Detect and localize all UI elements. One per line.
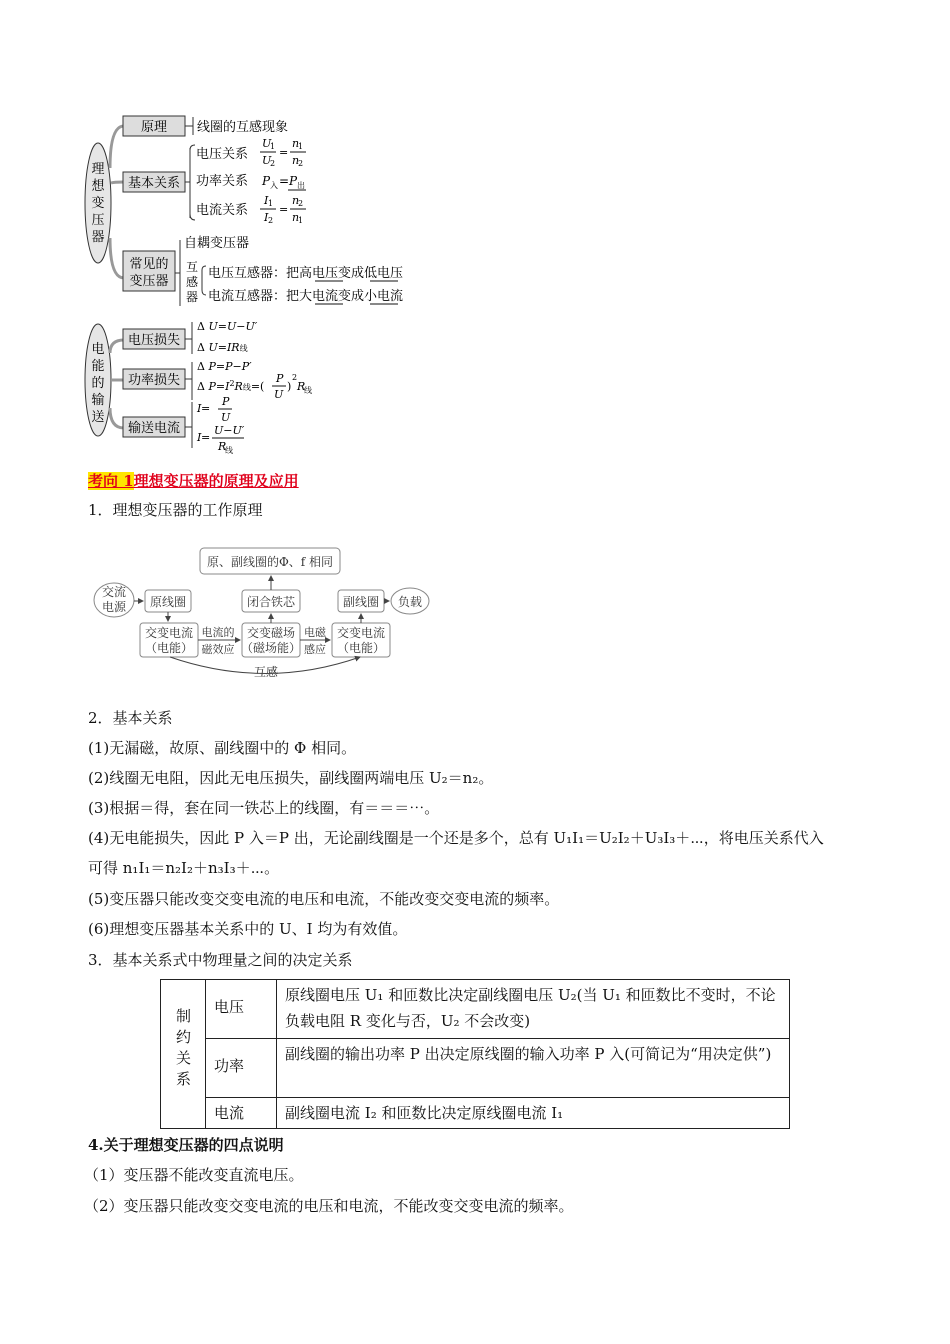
mutual-label: 互感 <box>253 665 279 679</box>
svg-text:出: 出 <box>297 181 305 190</box>
section-title: 理想变压器的原理及应用 <box>133 472 299 490</box>
current-formula <box>260 194 306 225</box>
svg-text:I: I <box>197 431 202 444</box>
magnetic-field-line1: 交变磁场 <box>246 626 296 640</box>
svg-text:想: 想 <box>91 179 105 194</box>
table-key: 功率 <box>206 1039 277 1098</box>
svg-text:U: U <box>274 388 284 401</box>
instrument-transformer: 互感器 <box>185 260 199 304</box>
power-loss-label: 功率损失 <box>127 373 181 388</box>
svg-text:R: R <box>297 380 306 393</box>
current-transformer: 电流互感器：把大电流变成小电流 <box>208 289 404 304</box>
svg-text:n: n <box>292 137 300 150</box>
svg-text:I: I <box>264 211 269 224</box>
svg-text:能: 能 <box>91 359 105 374</box>
item2-line: (6)理想变压器基本关系中的 U、I 均为有效值。 <box>88 920 408 938</box>
table-value: 副线圈电流 I₂ 和匝数比决定原线圈电流 I₁ <box>277 1098 790 1129</box>
item2-title: 2．基本关系 <box>88 709 173 727</box>
svg-text:2: 2 <box>268 216 274 225</box>
common-label: 常见的变压器 <box>129 257 169 289</box>
svg-text:2: 2 <box>298 159 304 168</box>
section-tag: 考向 1 <box>88 472 134 490</box>
transmission-current-label: 输送电流 <box>127 421 181 436</box>
ac-current-2-line2: （电能） <box>336 641 386 655</box>
table-value: 副线圈的输出功率 P 出决定原线圈的输入功率 P 入(可简记为“用决定供”) <box>277 1039 790 1098</box>
iron-core: 闭合铁芯 <box>246 595 296 609</box>
table-key: 电压 <box>206 980 277 1039</box>
svg-text:理: 理 <box>91 162 105 177</box>
item2-line: 可得 n₁I₁＝n₂I₂＋n₃I₃＋⋯。 <box>88 859 280 877</box>
svg-text:1: 1 <box>298 142 304 151</box>
table-value: 原线圈电压 U₁ 和匝数比决定副线圈电压 U₂(当 U₁ 和匝数比不变时，不论负载电阻 R 变化与否，U₂ 不会改变) <box>277 980 790 1039</box>
ac-current-1-line2: （电能） <box>144 641 194 655</box>
svg-text:线: 线 <box>225 446 233 455</box>
item4-line: （2）变压器只能改变交变电流的电压和电流，不能改变交变电流的频率。 <box>84 1197 574 1215</box>
svg-text:2: 2 <box>292 373 298 382</box>
svg-text:1: 1 <box>270 142 276 151</box>
svg-text:P: P <box>262 174 271 188</box>
ac-current-1-line1: 交变电流 <box>144 626 194 640</box>
load: 负载 <box>397 595 423 609</box>
svg-text:I: I <box>264 194 269 207</box>
ac-source-line1: 交流 <box>101 585 127 599</box>
ac-source-line2: 电源 <box>101 600 127 614</box>
svg-text:n: n <box>292 154 300 167</box>
determination-table <box>160 979 790 1129</box>
svg-text:送: 送 <box>91 410 105 425</box>
svg-text:U: U <box>262 137 272 150</box>
voltage-formula <box>260 137 306 168</box>
transmission-title <box>91 341 104 425</box>
item4-line: （1）变压器不能改变直流电压。 <box>84 1166 304 1184</box>
concept-map <box>80 108 420 455</box>
svg-text:入: 入 <box>270 181 278 190</box>
principle-text: 线圈的互感现象 <box>197 120 289 135</box>
svg-text:): ) <box>287 380 292 393</box>
effect-2-line2: 感应 <box>304 643 326 656</box>
basic-relations-label: 基本关系 <box>127 176 181 191</box>
voltage-loss-formulas <box>197 320 258 354</box>
svg-text:变: 变 <box>91 196 105 211</box>
primary-coil: 原线圈 <box>149 595 187 609</box>
item2-line: (4)无电能损失，因此 P 入＝P 出，无论副线圈是一个还是多个，总有 U₁I₁＝U₂I₂＋U₃I₃＋⋯，将电压关系代入 <box>88 829 824 847</box>
svg-text:U: U <box>221 411 231 424</box>
working-principle-diagram <box>90 540 450 685</box>
svg-text:线: 线 <box>304 386 312 395</box>
svg-text:n: n <box>292 211 300 224</box>
svg-text:=: = <box>201 431 211 444</box>
section-heading <box>88 470 299 491</box>
power-relation-label: 功率关系 <box>196 174 249 189</box>
svg-text:P: P <box>289 174 298 188</box>
item2-line: (1)无漏磁，故原、副线圈中的 Φ 相同。 <box>88 739 357 757</box>
item2-line: (3)根据＝得，套在同一铁芯上的线圈，有＝＝＝⋯。 <box>88 799 440 817</box>
svg-text:n: n <box>292 194 300 207</box>
voltage-transformer: 电压互感器：把高电压变成低电压 <box>208 266 404 281</box>
svg-text:R: R <box>218 440 227 453</box>
svg-text:U−U′: U−U′ <box>214 424 245 437</box>
ac-current-2-line1: 交变电流 <box>336 626 386 640</box>
power-loss-formulas <box>197 360 312 401</box>
voltage-relation-label: 电压关系 <box>196 147 249 162</box>
svg-text:=: = <box>279 174 290 188</box>
principle-label: 原理 <box>140 120 168 135</box>
svg-text:=: = <box>279 146 289 159</box>
svg-text:1: 1 <box>268 199 274 208</box>
effect-1-line2: 磁效应 <box>201 643 235 656</box>
svg-text:P: P <box>276 372 284 385</box>
effect-1-line1: 电流的 <box>201 626 235 639</box>
svg-text:P: P <box>222 395 230 408</box>
secondary-coil: 副线圈 <box>342 595 380 609</box>
item4-title: 4.关于理想变压器的四点说明 <box>88 1136 284 1154</box>
svg-text:=: = <box>201 402 211 415</box>
svg-text:器: 器 <box>91 230 105 245</box>
item3-title: 3．基本关系式中物理量之间的决定关系 <box>88 951 353 969</box>
svg-text:1: 1 <box>298 216 304 225</box>
transmission-current-formulas <box>196 395 245 455</box>
magnetic-field-line2: （磁场能） <box>240 641 302 655</box>
svg-text:2: 2 <box>298 199 304 208</box>
svg-text:Δ U=IR线: Δ U=IR线 <box>197 341 248 354</box>
top-box: 原、副线圈的Φ、f 相同 <box>206 555 334 569</box>
svg-text:I: I <box>197 402 202 415</box>
current-relation-label: 电流关系 <box>196 203 249 218</box>
table-vertical-label: 制约关系 <box>161 980 206 1129</box>
svg-text:2: 2 <box>270 159 276 168</box>
transformer-title <box>91 162 105 245</box>
item2-line: (2)线圈无电阻，因此无电压损失，副线圈两端电压 U₂＝n₂。 <box>88 769 494 787</box>
svg-text:电: 电 <box>91 342 105 357</box>
autotransformer: 自耦变压器 <box>184 236 250 251</box>
svg-text:Δ P=P−P′: Δ P=P−P′ <box>197 360 252 373</box>
svg-text:=: = <box>279 203 289 216</box>
power-formula <box>261 174 306 190</box>
svg-text:的: 的 <box>91 376 105 391</box>
svg-text:Δ P=I2R线=(: Δ $P=I^2R$线=( <box>197 379 265 393</box>
svg-text:Δ U=U−U′: Δ U=U−U′ <box>197 320 258 333</box>
effect-2-line1: 电磁 <box>304 626 326 639</box>
item2-line: (5)变压器只能改变交变电流的电压和电流，不能改变交变电流的频率。 <box>88 890 560 908</box>
svg-text:U: U <box>262 154 272 167</box>
table-key: 电流 <box>206 1098 277 1129</box>
item1-title: 1．理想变压器的工作原理 <box>88 501 263 519</box>
svg-text:输: 输 <box>91 393 105 408</box>
voltage-loss-label: 电压损失 <box>127 333 181 348</box>
svg-text:压: 压 <box>91 213 105 228</box>
